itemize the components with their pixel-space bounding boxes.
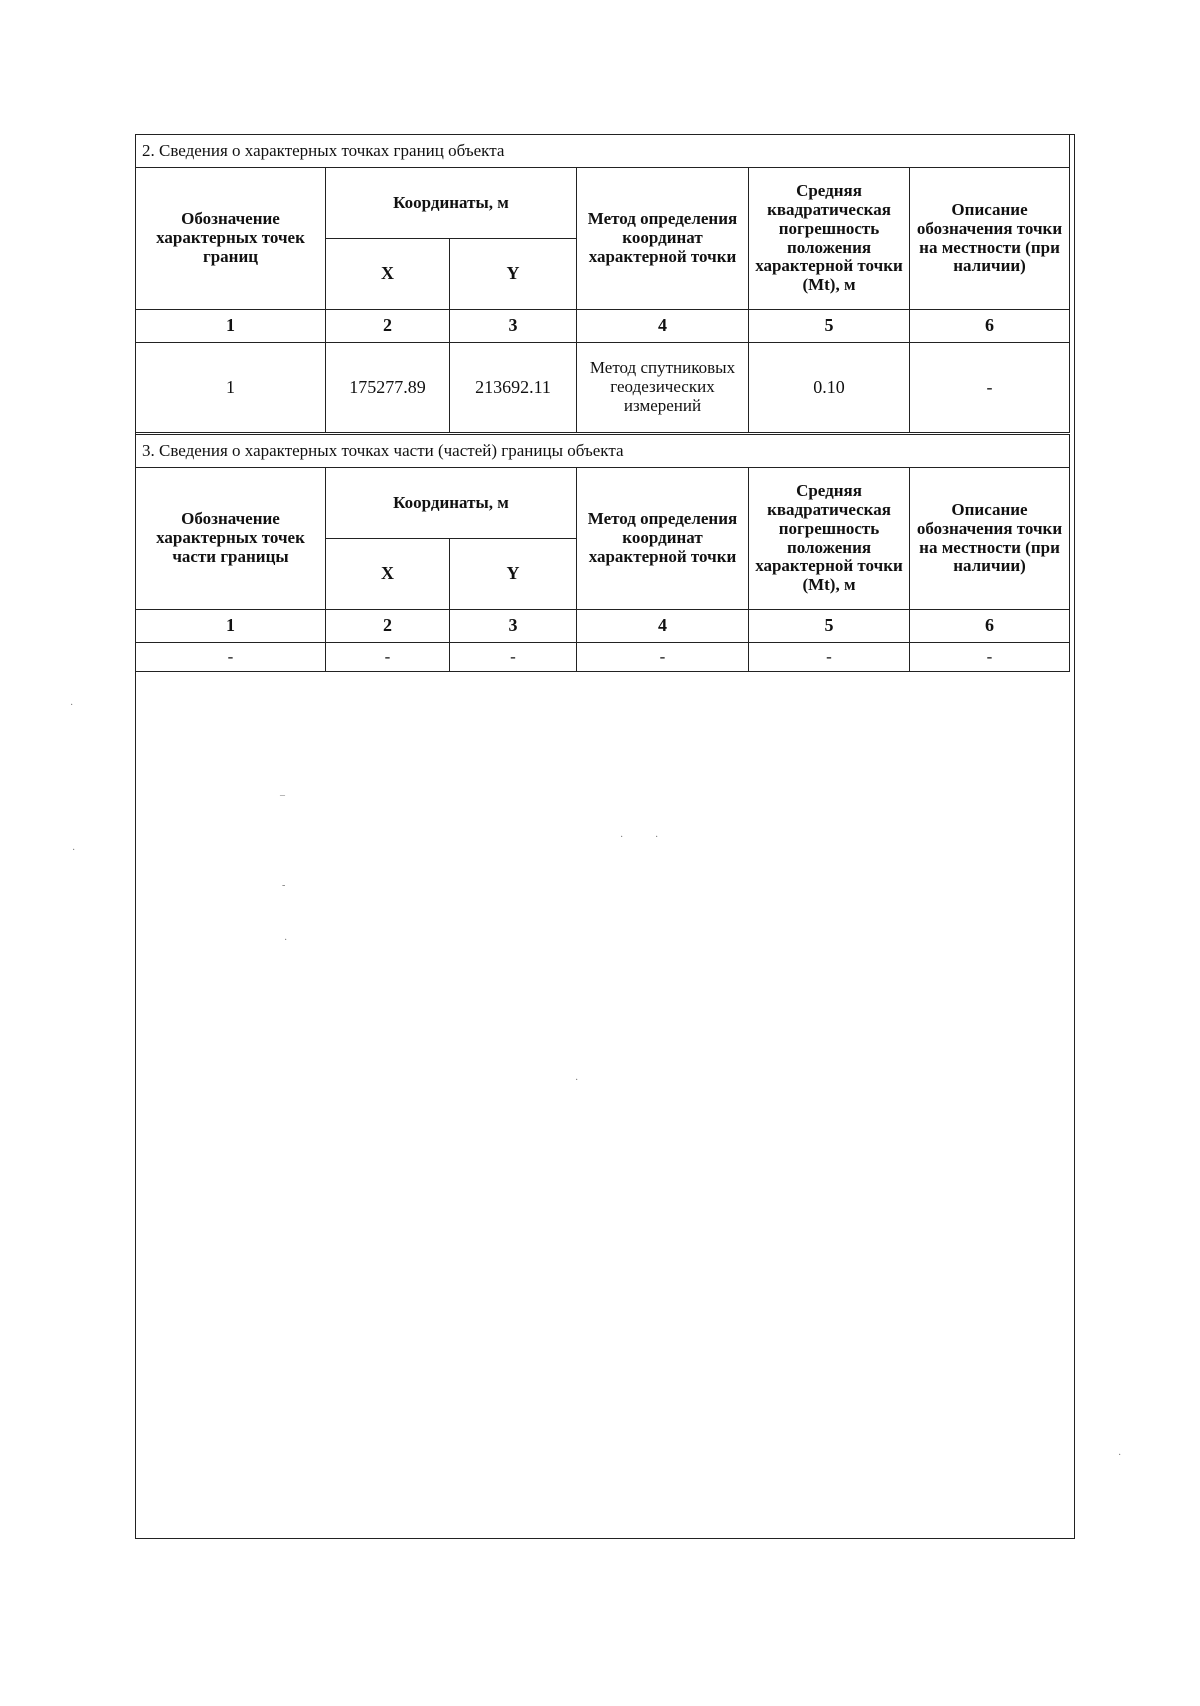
section3-table [135,434,1070,672]
document-page: 2. Сведения о характерных точках границ объекта Обозначение характерных точек границ Координаты, м Метод определения координат характерной точки Средняя квадратическая погрешность положения характерной точки (Mt), м Описание обозначения точки на местности (при наличии) X Y 1 2 3 4 5 6 1 175277.89 213692.11 Метод спутниковых геодезических измерений 0.10 - 3. Сведения о характерных точках части (частей) границы объекта Обозначение характерных точек части границы Координаты, м Метод определения координат характерной точки Средняя квадратическая погрешность положения характерной точки (Mt), м Описание обозначения точки на местности (при наличии) X Y 1 2 3 4 5 6 - - - - - - · · – - · · · · · [0,0,1200,1706]
column-number: 2 [326,310,450,343]
header-y: Y [450,539,577,610]
header-coordinates: Координаты, м [326,468,577,539]
cell-method: Метод спутниковых геодезических измерений [577,343,749,433]
header-method: Метод определения координат характерной точки [577,168,749,310]
cell-description: - [910,643,1070,672]
column-number: 3 [450,310,577,343]
header-y: Y [450,239,577,310]
column-number: 2 [326,610,450,643]
cell-point: 1 [136,343,326,433]
column-number: 5 [749,610,910,643]
cell-point: - [136,643,326,672]
column-number: 6 [910,610,1070,643]
header-designation: Обозначение характерных точек части границы [136,468,326,610]
column-number: 3 [450,610,577,643]
cell-error: 0.10 [749,343,910,433]
column-number: 1 [136,310,326,343]
header-designation: Обозначение характерных точек границ [136,168,326,310]
cell-method: - [577,643,749,672]
cell-error: - [749,643,910,672]
cell-x: - [326,643,450,672]
header-description: Описание обозначения точки на местности (при наличии) [910,168,1070,310]
section2-table [135,134,1070,433]
section2-title: 2. Сведения о характерных точках границ объекта [136,135,1070,168]
header-x: X [326,239,450,310]
cell-y: - [450,643,577,672]
column-number: 4 [577,310,749,343]
header-description: Описание обозначения точки на местности (при наличии) [910,468,1070,610]
header-error: Средняя квадратическая погрешность положения характерной точки (Mt), м [749,468,910,610]
header-method: Метод определения координат характерной точки [577,468,749,610]
column-number: 5 [749,310,910,343]
header-coordinates: Координаты, м [326,168,577,239]
header-x: X [326,539,450,610]
cell-x: 175277.89 [326,343,450,433]
header-error: Средняя квадратическая погрешность положения характерной точки (Mt), м [749,168,910,310]
section3-title: 3. Сведения о характерных точках части (частей) границы объекта [136,435,1070,468]
table-row [136,643,1070,672]
column-number: 4 [577,610,749,643]
column-number: 6 [910,310,1070,343]
column-number: 1 [136,610,326,643]
cell-y: 213692.11 [450,343,577,433]
table-row [136,343,1070,433]
cell-description: - [910,343,1070,433]
